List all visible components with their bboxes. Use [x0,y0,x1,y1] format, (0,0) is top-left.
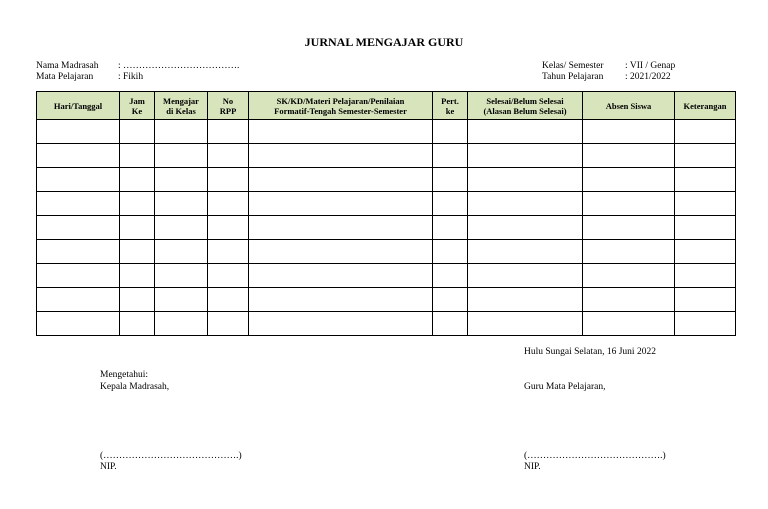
meta-label-class: Kelas/ Semester [542,61,604,71]
table-cell [675,216,736,240]
table-cell [583,168,675,192]
table-cell [583,144,675,168]
table-row [37,240,736,264]
column-header-line: RPP [219,105,237,116]
table-cell [249,288,433,312]
table-cell [468,120,583,144]
table-cell [155,144,208,168]
table-cell [675,144,736,168]
table-body [37,120,736,336]
column-header [120,92,155,120]
table-cell [37,144,120,168]
table-cell [208,168,249,192]
table-cell [120,240,155,264]
teacher-role: Guru Mata Pelajaran, [524,382,606,392]
column-header [249,92,433,120]
table-cell [583,216,675,240]
table-cell [155,288,208,312]
table-cell [468,192,583,216]
table-cell [249,168,433,192]
table-cell [468,144,583,168]
column-header-line: (Alasan Belum Selesai) [483,105,567,116]
table-cell [37,264,120,288]
table-cell [433,192,468,216]
table-cell [468,240,583,264]
table-cell [120,144,155,168]
nip-right: NIP. [524,462,541,472]
table-cell [433,168,468,192]
table-cell [583,120,675,144]
meta-row-madrasah [36,61,239,72]
headmaster-role: Kepala Madrasah, [100,382,170,392]
nip-left: NIP. [100,462,117,472]
table-row [37,312,736,336]
header-right-block [542,61,675,83]
table-cell [675,240,736,264]
table-cell [468,216,583,240]
meta-row-subject [36,72,239,83]
table-cell [433,240,468,264]
table-cell [155,120,208,144]
table-cell [433,264,468,288]
table-cell [675,168,736,192]
table-cell [249,120,433,144]
table-cell [249,192,433,216]
table-cell [249,216,433,240]
meta-row-year [542,72,675,83]
column-header-line: Pert. [441,95,459,106]
column-header [155,92,208,120]
table-cell [208,264,249,288]
table-cell [120,264,155,288]
column-header [37,92,120,120]
column-header [433,92,468,120]
table-cell [675,264,736,288]
table-cell [208,312,249,336]
table-cell [155,192,208,216]
table-cell [37,168,120,192]
table-row [37,192,736,216]
table-cell [120,216,155,240]
signature-line-left: (…………………………………….) [100,451,242,461]
column-header-line: ke [445,105,455,116]
meta-label-madrasah: Nama Madrasah [36,61,99,71]
table-cell [120,192,155,216]
table-cell [249,312,433,336]
table-cell [37,120,120,144]
column-header-line: Ke [131,105,143,116]
table-cell [583,240,675,264]
table-cell [208,216,249,240]
table-cell [155,168,208,192]
meta-value-year: : 2021/2022 [625,72,671,82]
meta-value-class: : VII / Genap [625,61,676,71]
table-cell [120,312,155,336]
meta-value-madrasah: : ………………………………. [118,61,240,71]
column-header-line: Formatif-Tengah Semester-Semester [274,105,407,116]
table-cell [155,216,208,240]
table-cell [37,216,120,240]
journal-table [36,91,736,336]
acknowledged-label: Mengetahui: [100,370,149,380]
table-row [37,216,736,240]
table-cell [120,288,155,312]
table-cell [208,192,249,216]
table-cell [249,264,433,288]
table-cell [37,240,120,264]
table-cell [583,192,675,216]
table-cell [155,240,208,264]
table-cell [208,240,249,264]
table-cell [37,192,120,216]
table-cell [433,288,468,312]
table-row [37,168,736,192]
table-cell [675,312,736,336]
document-title: JURNAL MENGAJAR GURU [304,35,464,49]
table-cell [468,288,583,312]
table-row [37,120,736,144]
table-cell [675,120,736,144]
table-cell [675,192,736,216]
table-cell [249,240,433,264]
column-header-line: No [222,95,234,106]
column-header-line: Absen Siswa [605,100,652,111]
table-cell [583,288,675,312]
table-cell [433,120,468,144]
table-header-row [37,92,736,120]
table-cell [208,144,249,168]
table-row [37,264,736,288]
table-cell [583,264,675,288]
table-cell [120,120,155,144]
table-cell [433,312,468,336]
meta-value-subject: : Fikih [118,72,144,82]
meta-row-class [542,61,675,72]
signature-line-right: (…………………………………….) [524,451,666,461]
table-cell [433,216,468,240]
table-cell [433,144,468,168]
table-cell [468,312,583,336]
column-header [208,92,249,120]
column-header-line: Mengajar [163,95,199,106]
header-left-block [36,61,239,83]
column-header [675,92,736,120]
meta-label-subject: Mata Pelajaran [36,72,94,82]
table-cell [155,264,208,288]
column-header-line: di Kelas [166,105,196,116]
table-cell [468,168,583,192]
table-cell [583,312,675,336]
table-cell [208,120,249,144]
table-cell [208,288,249,312]
place-date: Hulu Sungai Selatan, 16 Juni 2022 [524,347,656,357]
table-cell [120,168,155,192]
column-header-line: SK/KD/Materi Pelajaran/Penilaian [276,95,405,106]
table-cell [37,288,120,312]
table-cell [37,312,120,336]
column-header-line: Hari/Tanggal [53,100,103,111]
table-cell [249,144,433,168]
table-cell [468,264,583,288]
column-header-line: Keterangan [683,100,727,111]
table-cell [675,288,736,312]
table-row [37,144,736,168]
table-cell [155,312,208,336]
table-row [37,288,736,312]
column-header-line: Jam [129,95,145,106]
column-header [583,92,675,120]
meta-label-year: Tahun Pelajaran [542,72,604,82]
column-header-line: Selesai/Belum Selesai [486,95,564,106]
column-header [468,92,583,120]
